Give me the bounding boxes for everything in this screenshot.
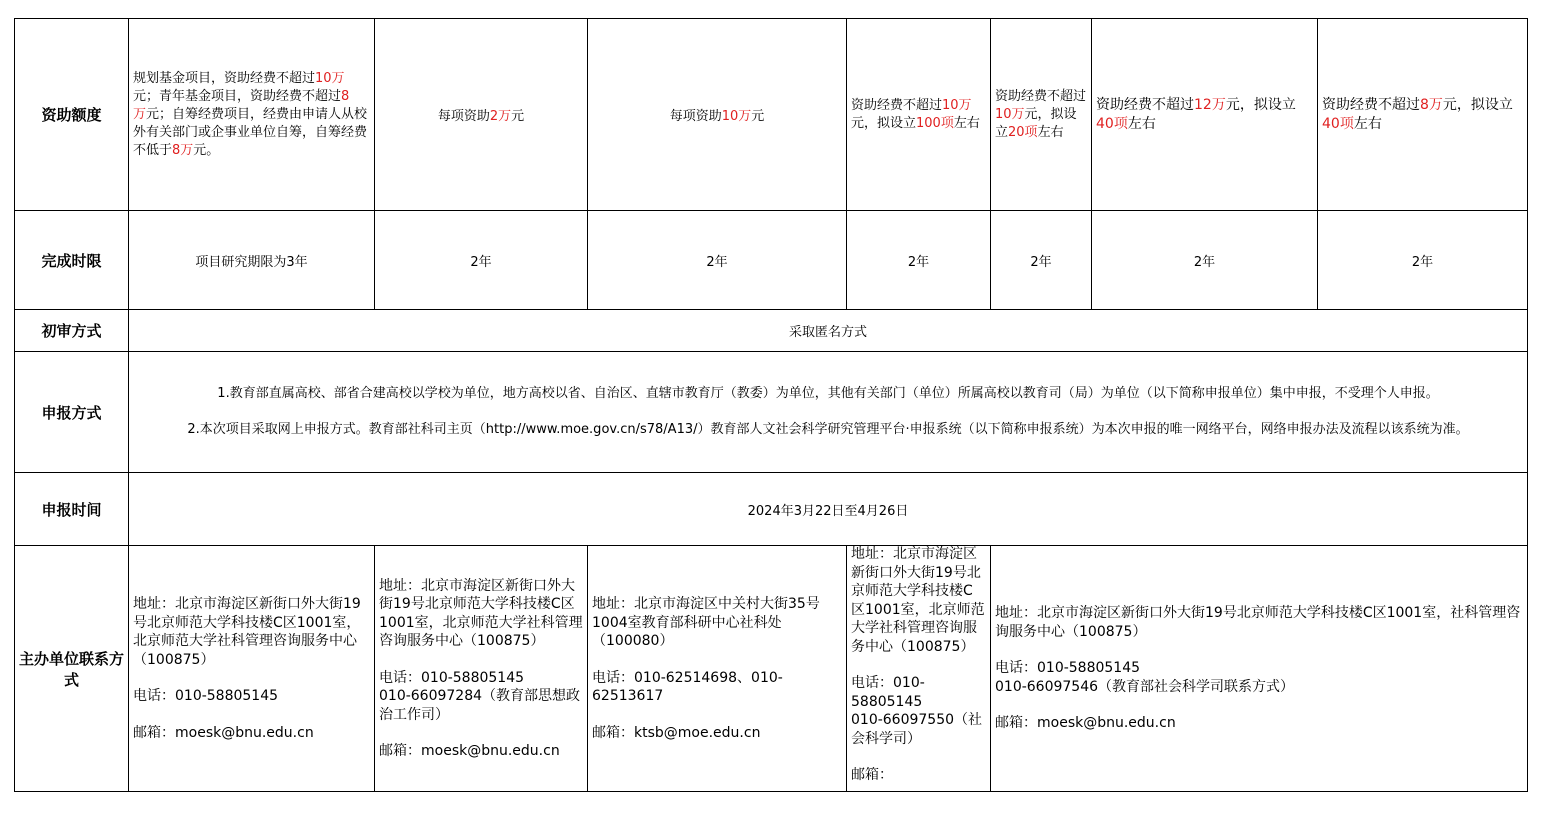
duration-cell-4: 2年 <box>847 211 991 310</box>
contact-cell-4 <box>847 546 991 792</box>
contact-4-address: 地址：北京市海淀区新街口外大街19号北京师范大学科技楼C区1001室，北京师范大学社科管理咨询服务中心（100875） <box>851 546 985 655</box>
contact-5-email: 邮箱：moesk@bnu.edu.cn <box>995 715 1176 732</box>
time-value: 2024年3月22日至4月26日 <box>129 473 1528 546</box>
contact-2-address: 地址：北京市海淀区新街口外大街19号北京师范大学科技楼C区1001室，北京师范大学社科管理咨询服务中心（100875） <box>379 577 583 649</box>
duration-header: 完成时限 <box>15 211 129 310</box>
contact-header: 主办单位联系方式 <box>15 546 129 792</box>
funding-cell-2: 每项资助2万元 <box>375 19 588 211</box>
funding-cell-6: 资助经费不超过12万元，拟设立40项左右 <box>1092 19 1318 211</box>
row-funding <box>15 19 1528 211</box>
funding-header: 资助额度 <box>15 19 129 211</box>
contact-5-phone-1: 电话：010-58805145 <box>995 660 1141 677</box>
contact-2-phone-1: 电话：010-58805145 <box>379 669 525 686</box>
contact-cell-2 <box>375 546 588 792</box>
funding-cell-4: 资助经费不超过10万元，拟设立100项左右 <box>847 19 991 211</box>
method-paragraph-1: 1.教育部直属高校、部省合建高校以学校为单位，地方高校以省、自治区、直辖市教育厅（教委）为单位，其他有关部门（单位）所属高校以教育司（局）为单位（以下简称申报单位）集中申报，不受理个人申报。 <box>217 386 1439 401</box>
funding-cell-5: 资助经费不超过10万元，拟设立20项左右 <box>991 19 1092 211</box>
contact-5-address: 地址：北京市海淀区新街口外大街19号北京师范大学科技楼C区1001室，社科管理咨询服务中心（100875） <box>995 605 1521 640</box>
row-contact <box>15 546 1528 792</box>
method-header: 申报方式 <box>15 352 129 473</box>
duration-cell-5: 2年 <box>991 211 1092 310</box>
contact-3-phone: 电话：010-62514698、010-62513617 <box>592 669 783 704</box>
duration-cell-7: 2年 <box>1318 211 1528 310</box>
method-paragraph-2: 2.本次项目采取网上申报方式。教育部社科司主页（http://www.moe.gov.cn/s78/A13/）教育部人文社会科学研究管理平台·申报系统（以下简称申报系统）为本次申报的唯一网络平台，网络申报办法及流程以该系统为准。 <box>187 422 1469 437</box>
funding-cell-planning: 规划基金项目，资助经费不超过10万元；青年基金项目，资助经费不超过8 万元；自筹经费项目，经费由申请人从校外有关部门或企事业单位自筹，自筹经费不低于8万元。 <box>129 19 375 211</box>
contact-2-phone-2: 010-66097284（教育部思想政治工作司） <box>379 688 581 723</box>
review-value: 采取匿名方式 <box>129 310 1528 352</box>
contact-cell-1 <box>129 546 375 792</box>
method-cell <box>129 352 1528 473</box>
contact-2-email: 邮箱：moesk@bnu.edu.cn <box>379 743 560 759</box>
duration-cell-2: 2年 <box>375 211 588 310</box>
contact-1-email: 邮箱：moesk@bnu.edu.cn <box>133 724 314 741</box>
funding-cell-7: 资助经费不超过8万元，拟设立40项左右 <box>1318 19 1528 211</box>
contact-4-phone-1: 电话：010-58805145 <box>851 675 925 710</box>
contact-4-phone-2: 010-66097550（社会科学司） <box>851 712 983 747</box>
review-header: 初审方式 <box>15 310 129 352</box>
contact-1-phone: 电话：010-58805145 <box>133 688 279 704</box>
duration-cell-1: 项目研究期限为3年 <box>129 211 375 310</box>
duration-cell-6: 2年 <box>1092 211 1318 310</box>
row-review <box>15 310 1528 352</box>
contact-4-email: 邮箱： <box>851 767 893 783</box>
row-method <box>15 352 1528 473</box>
contact-3-email: 邮箱：ktsb@moe.edu.cn <box>592 724 761 741</box>
funding-info-table <box>14 18 1528 792</box>
contact-3-address: 地址：北京市海淀区中关村大街35号1004室教育部科研中心社科处（100080） <box>592 596 820 649</box>
contact-cell-5 <box>991 546 1528 792</box>
contact-1-address: 地址：北京市海淀区新街口外大街19号北京师范大学科技楼C区1001室，北京师范大学社科管理咨询服务中心（100875） <box>133 596 361 668</box>
row-time <box>15 473 1528 546</box>
duration-cell-3: 2年 <box>588 211 847 310</box>
contact-5-phone-2: 010-66097546（教育部社会科学司联系方式） <box>995 678 1295 695</box>
row-duration <box>15 211 1528 310</box>
funding-cell-3: 每项资助10万元 <box>588 19 847 211</box>
time-header: 申报时间 <box>15 473 129 546</box>
contact-cell-3 <box>588 546 847 792</box>
